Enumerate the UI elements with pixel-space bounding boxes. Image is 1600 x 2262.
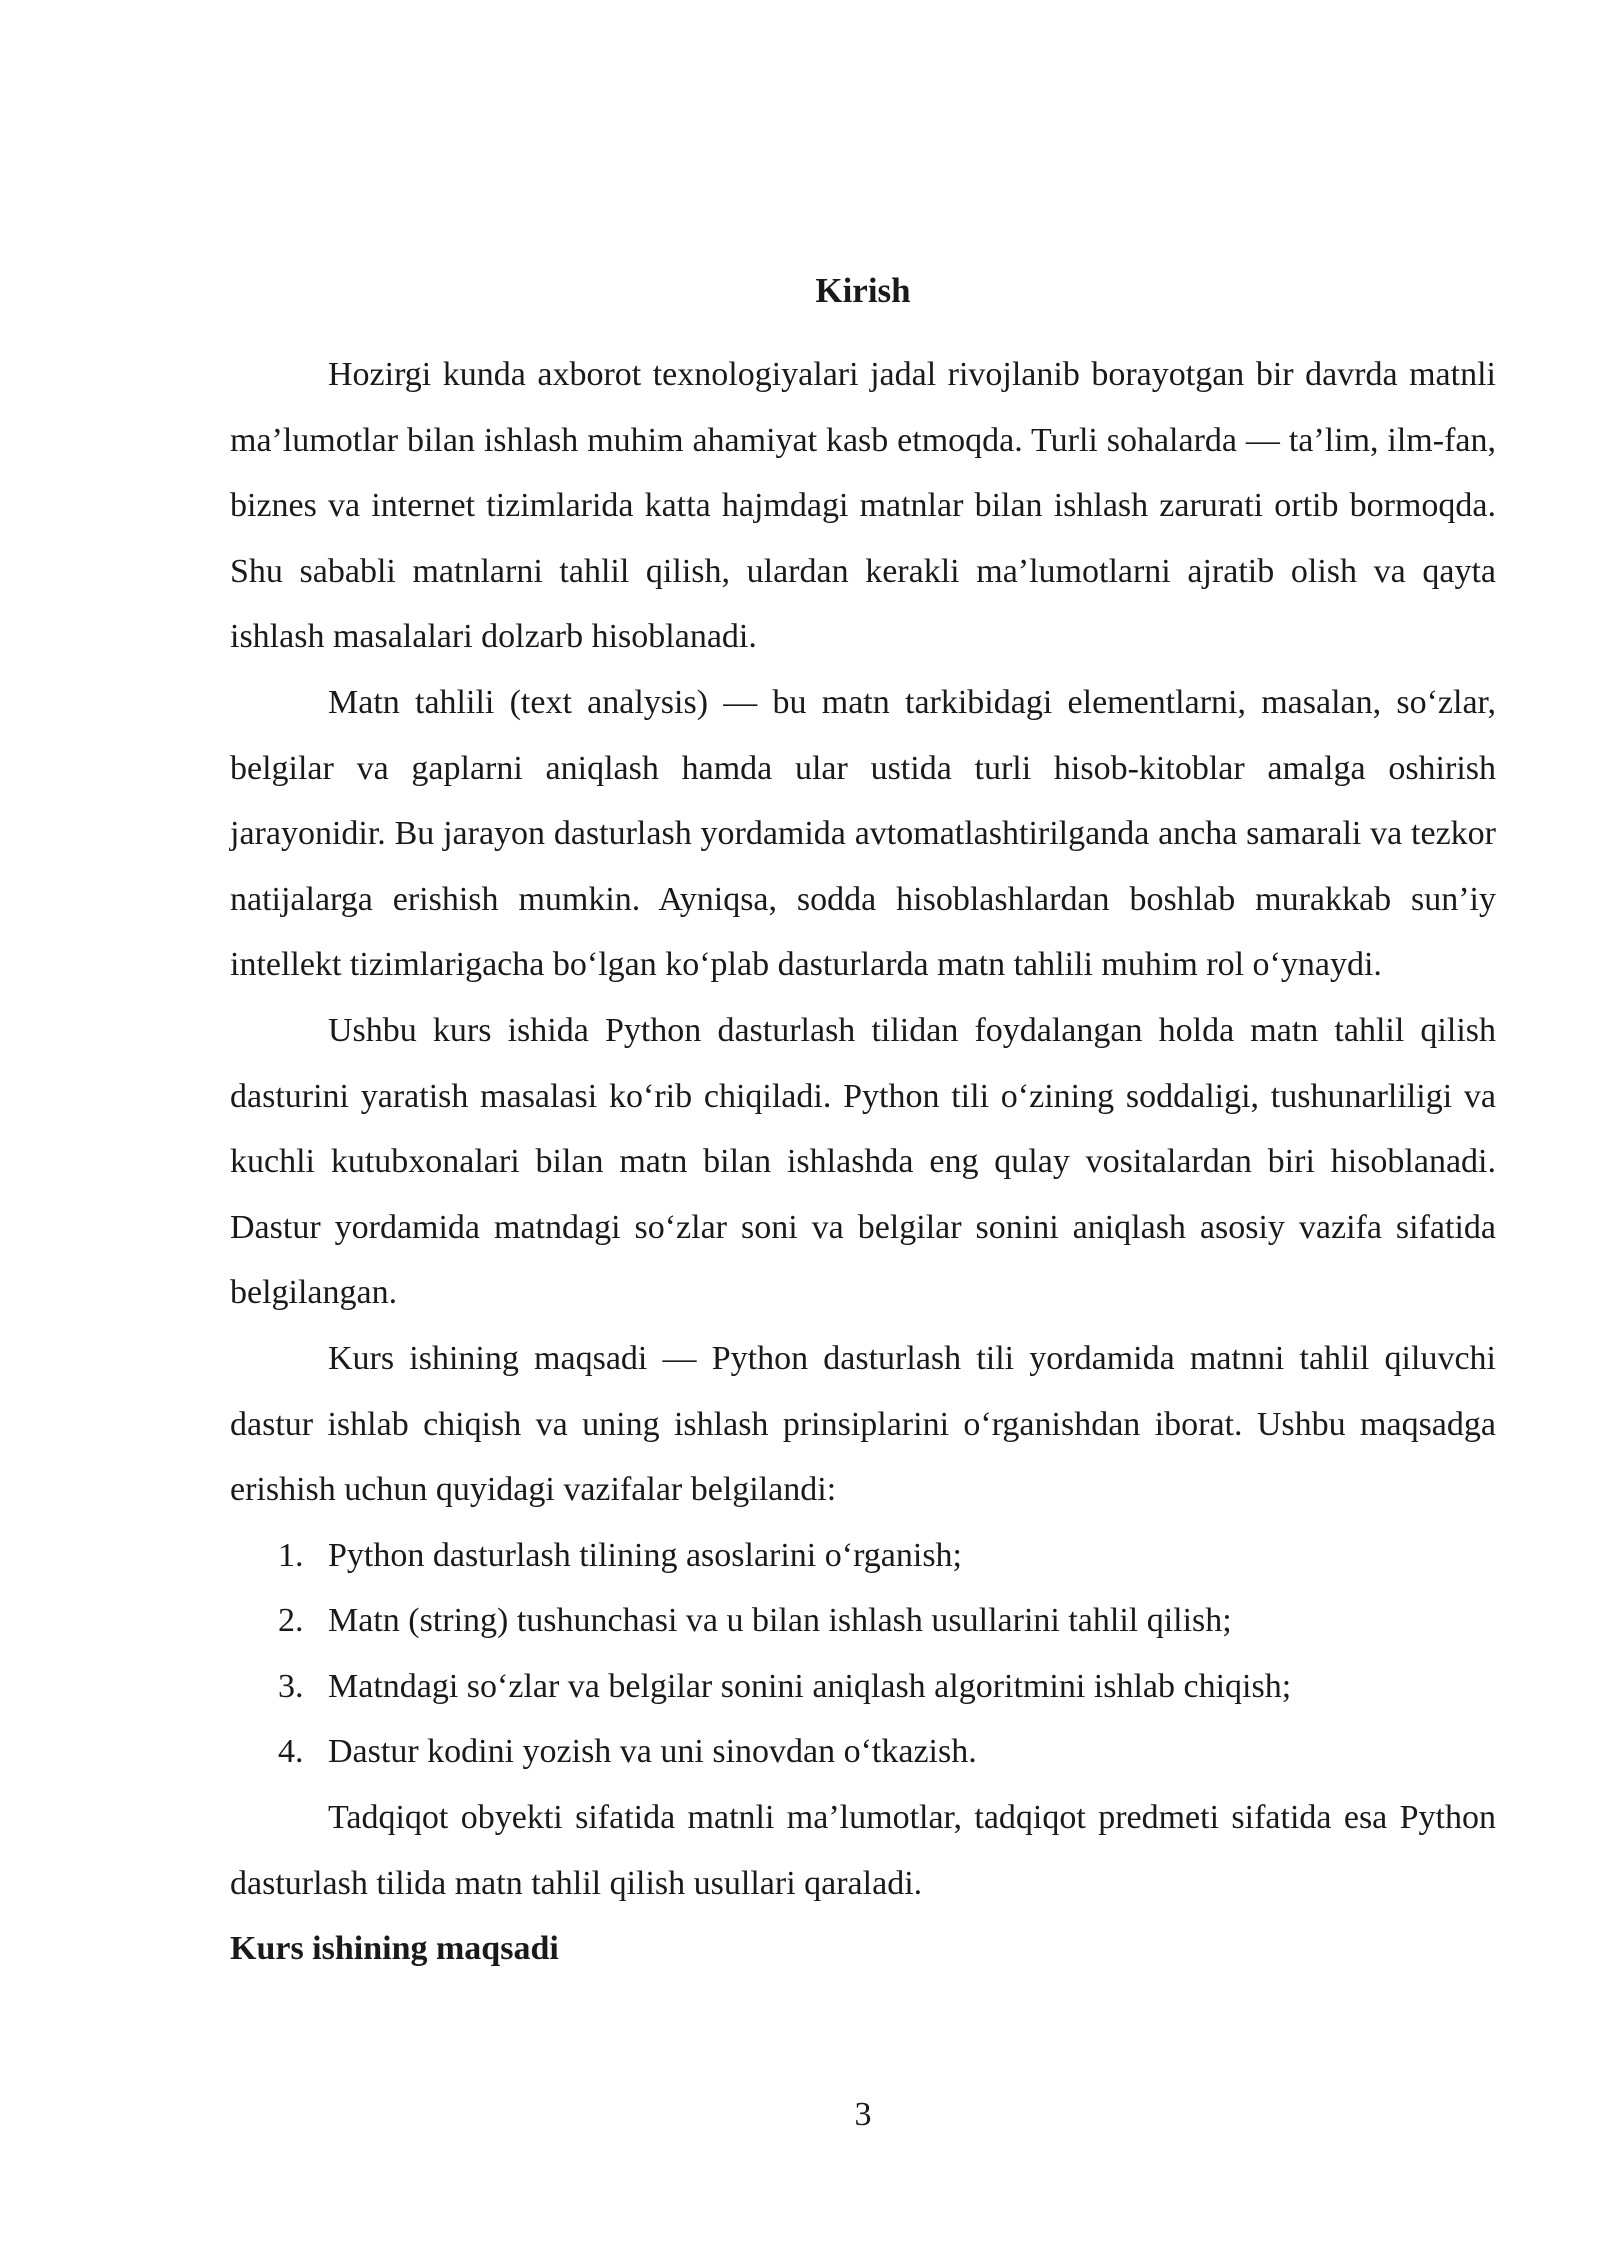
list-item-text: Dastur kodini yozish va uni sinovdan o‘tkazish. [328,1733,977,1771]
list-item-text: Matndagi so‘zlar va belgilar sonini aniqlash algoritmini ishlab chiqish; [328,1667,1292,1705]
list-item-text: Python dasturlash tilining asoslarini o‘rganish; [328,1536,962,1574]
document-page [230,0,1496,2262]
page-number: 3 [854,2096,872,2133]
task-list [230,1523,1496,1785]
paragraph-intro-3: Ushbu kurs ishida Python dasturlash tilidan foydalangan holda matn tahlil qilish dasturini yaratish masalasi ko‘rib chiqiladi. Python tili o‘zining soddaligi, tushunarliligi va kuchli kutubxonalari bilan matn bilan ishlashda eng qulay vositalardan biri hisoblanadi. Dastur yordamida matndagi so‘zlar soni va belgilar sonini aniqlash asosiy vazifa sifatida belgilangan. [230,1011,1496,1312]
list-item-number: 2. [278,1602,304,1640]
section-subheading: Kurs ishining maqsadi [230,1930,559,1968]
list-item-number: 1. [278,1536,304,1574]
list-item [230,1719,1496,1785]
list-item [230,1588,1496,1654]
document-body [230,342,1496,1982]
list-item-text: Matn (string) tushunchasi va u bilan ishlash usullarini tahlil qilish; [328,1602,1232,1640]
paragraph-intro-1: Hozirgi kunda axborot texnologiyalari jadal rivojlanib borayotgan bir davrda matnli ma’lumotlar bilan ishlash muhim ahamiyat kasb etmoqda. Turli sohalarda — ta’lim, ilm-fan, biznes va internet tizimlarida katta hajmdagi matnlar bilan ishlash zarurati ortib bormoqda. Shu sababli matnlarni tahlil qilish, ulardan kerakli ma’lumotlarni ajratib olish va qayta ishlash masalalari dolzarb hisoblanadi. [230,356,1496,656]
list-item-number: 3. [278,1667,304,1705]
paragraph-research-object: Tadqiqot obyekti sifatida matnli ma’lumotlar, tadqiqot predmeti sifatida esa Python dasturlash tilida matn tahlil qilish usullari qaraladi. [230,1799,1496,1902]
list-item-number: 4. [278,1733,304,1771]
paragraph-intro-4: Kurs ishining maqsadi — Python dasturlash tili yordamida matnni tahlil qiluvchi dastur ishlab chiqish va uning ishlash prinsiplarini o‘rganishdan iborat. Ushbu maqsadga erishish uchun quyidagi vazifalar belgilandi: [230,1339,1496,1509]
page-title: Kirish [815,271,911,310]
list-item [230,1523,1496,1589]
paragraph-intro-2: Matn tahlili (text analysis) — bu matn tarkibidagi elementlarni, masalan, so‘zlar, belgilar va gaplarni aniqlash hamda ular ustida turli hisob-kitoblar amalga oshirish jarayonidir. Bu jarayon dasturlash yordamida avtomatlashtirilganda ancha samarali va tezkor natijalarga erishish mumkin. Ayniqsa, sodda hisoblashlardan boshlab murakkab sun’iy intellekt tizimlarigacha bo‘lgan ko‘plab dasturlarda matn tahlili muhim rol o‘ynaydi. [230,683,1496,984]
list-item [230,1654,1496,1720]
